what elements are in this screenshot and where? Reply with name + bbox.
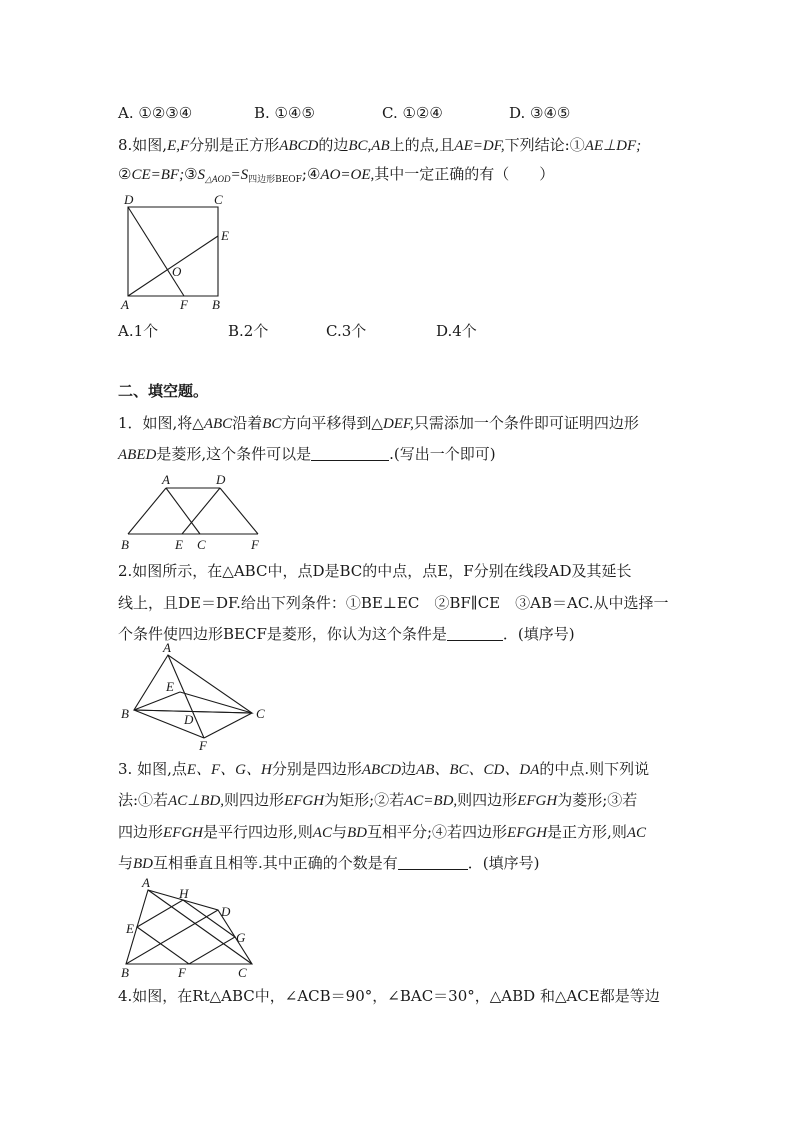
p2-line-3: 个条件使四边形BECF是菱形，你认为这个条件是 ．(填序号) bbox=[118, 625, 575, 643]
p1-label-a: A bbox=[162, 472, 170, 487]
p3-line-4: 与BD互相垂直且相等.其中正确的个数是有 ．(填序号) bbox=[118, 854, 540, 872]
p3-label-h: H bbox=[179, 886, 189, 901]
p3-label-a: A bbox=[142, 875, 150, 890]
q8-line-1: 8.如图,E,F分别是正方形ABCD的边BC,AB上的点,且AE=DF,下列结论:①AE⊥DF; bbox=[118, 136, 642, 154]
p2-label-e: E bbox=[166, 679, 174, 694]
q8-label-e: E bbox=[221, 228, 229, 243]
p3-label-b: B bbox=[121, 965, 129, 980]
p2-label-b: B bbox=[121, 706, 129, 721]
q8-option-a: A.1个 bbox=[118, 322, 159, 340]
q8-label-d: D bbox=[124, 192, 134, 207]
p2-label-c: C bbox=[256, 706, 265, 721]
p2-label-f: F bbox=[199, 738, 207, 753]
p3-label-g: G bbox=[236, 930, 246, 945]
p1-label-f: F bbox=[251, 537, 259, 552]
p3-line-1: 3. 如图,点E、F、G、H分别是四边形ABCD边AB、BC、CD、DA的中点.则下列说 bbox=[118, 760, 650, 778]
q8-option-c: C.3个 bbox=[326, 322, 367, 340]
p1-line-1: 1．如图,将△ABC沿着BC方向平移得到△DEF,只需添加一个条件即可证明四边形 bbox=[118, 414, 639, 432]
p1-label-c: C bbox=[197, 537, 206, 552]
p3-line-2: 法:①若AC⊥BD,则四边形EFGH为矩形;②若AC=BD,则四边形EFGH为菱形;③若 bbox=[118, 791, 638, 809]
p3-label-e: E bbox=[126, 921, 134, 936]
p1-line-2: ABED是菱形,这个条件可以是 .(写出一个即可) bbox=[118, 445, 496, 463]
q8-line-2: $②CE=BF;③S_{\triangle AOD}=S_{四边形BEOF};④AO=OE$,其中一定正确的有（ ） bbox=[118, 165, 555, 185]
q8-label-a: A bbox=[121, 297, 129, 312]
q7-option-d: D. ③④⑤ bbox=[509, 104, 571, 122]
q8-label-o: O bbox=[172, 264, 182, 279]
p3-label-c: C bbox=[238, 965, 247, 980]
p3-label-f: F bbox=[178, 965, 186, 980]
p1-label-e: E bbox=[175, 537, 183, 552]
q8-option-d: D.4个 bbox=[436, 322, 477, 340]
p2-label-a: A bbox=[163, 640, 171, 655]
p3-line-3: 四边形EFGH是平行四边形,则AC与BD互相平分;④若四边形EFGH是正方形,则AC bbox=[118, 823, 646, 841]
q7-option-c: C. ①②④ bbox=[382, 104, 443, 122]
p2-line-1: 2.如图所示，在△ABC中，点D是BC的中点，点E，F分别在线段AD及其延长 bbox=[118, 562, 632, 580]
q8-label-c: C bbox=[214, 192, 223, 207]
p1-label-b: B bbox=[121, 537, 129, 552]
q7-option-b: B. ①④⑤ bbox=[254, 104, 315, 122]
section-heading-fill-in: 二、填空题。 bbox=[118, 382, 209, 400]
p1-label-d: D bbox=[216, 472, 226, 487]
q8-label-f: F bbox=[180, 297, 188, 312]
p2-line-2: 线上，且DE＝DF.给出下列条件：①BE⊥EC ②BF∥CE ③AB＝AC.从中选择一 bbox=[118, 594, 669, 612]
p3-label-d: D bbox=[221, 904, 231, 919]
p4-line-1: 4.如图，在Rt△ABC中，∠ACB＝90°，∠BAC＝30°，△ABD 和△ACE都是等边 bbox=[118, 987, 660, 1005]
p2-label-d: D bbox=[184, 712, 194, 727]
q7-option-a: A. ①②③④ bbox=[118, 104, 193, 122]
q8-option-b: B.2个 bbox=[228, 322, 269, 340]
q8-label-b: B bbox=[212, 297, 220, 312]
